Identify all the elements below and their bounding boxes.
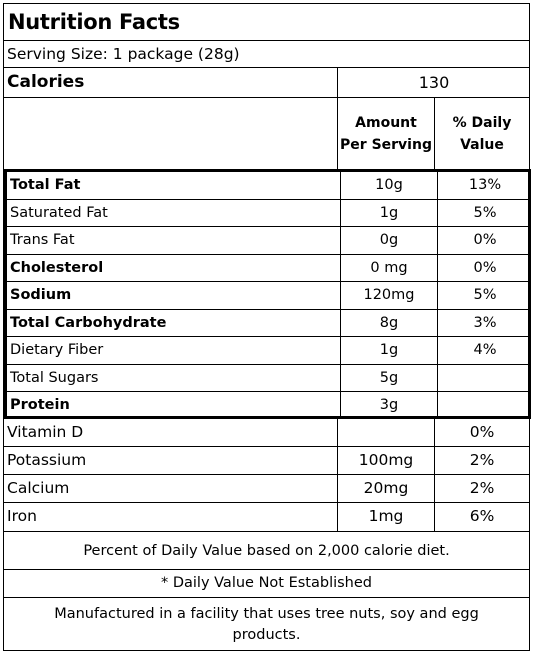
nutrient-amount: 3g — [340, 392, 437, 416]
nutrient-box — [4, 169, 531, 419]
vitamin-amount — [337, 419, 434, 446]
nutrient-dv: 4% — [437, 337, 532, 364]
header-blank-cell — [4, 98, 337, 169]
nutrient-row — [7, 172, 528, 200]
nutrient-name: Protein — [10, 397, 70, 413]
vitamin-name: Calcium — [7, 479, 70, 497]
vitamin-amount: 20mg — [337, 475, 434, 502]
nutrient-dv: 5% — [437, 282, 532, 309]
vitamin-name: Iron — [7, 507, 37, 525]
nutrient-amount: 1g — [340, 200, 437, 227]
label-title: Nutrition Facts — [4, 4, 529, 41]
vitamin-row — [4, 475, 529, 503]
nutrient-amount: 1g — [340, 337, 437, 364]
vitamin-dv: 0% — [434, 419, 529, 446]
vitamin-name: Potassium — [7, 451, 87, 469]
vitamin-dv: 6% — [434, 503, 529, 531]
nutrient-amount: 0g — [340, 227, 437, 254]
allergen-line-1: Manufactured in a facility that uses tree nuts, soy and egg — [54, 606, 479, 622]
nutrient-dv: 0% — [437, 227, 532, 254]
daily-value-footnote: Percent of Daily Value based on 2,000 calorie diet. — [4, 531, 529, 569]
nutrient-dv — [437, 392, 532, 416]
allergen-line-2: products. — [232, 627, 301, 643]
vitamin-row — [4, 503, 529, 531]
dv-header-line2: Value — [460, 136, 504, 153]
allergen-statement — [4, 597, 529, 650]
nutrient-amount: 8g — [340, 310, 437, 337]
nutrient-name: Total Carbohydrate — [10, 314, 167, 331]
nutrient-row — [7, 227, 528, 255]
nutrient-name: Cholesterol — [10, 259, 104, 276]
nutrient-dv: 13% — [437, 172, 532, 199]
nutrient-dv: 3% — [437, 310, 532, 337]
nutrient-amount: 5g — [340, 365, 437, 392]
nutrient-amount: 120mg — [340, 282, 437, 309]
nutrient-dv: 5% — [437, 200, 532, 227]
nutrient-name: Total Sugars — [10, 369, 99, 386]
calories-row — [4, 68, 529, 98]
nutrient-row — [7, 255, 528, 283]
nutrient-name: Trans Fat — [10, 232, 75, 248]
vitamin-row — [4, 447, 529, 475]
vitamin-amount: 1mg — [337, 503, 434, 531]
column-header-row — [4, 98, 529, 169]
not-established-footnote: * Daily Value Not Established — [4, 569, 529, 597]
nutrient-row — [7, 200, 528, 228]
vitamin-row — [4, 419, 529, 447]
amount-per-serving-header — [337, 98, 434, 169]
vitamin-dv: 2% — [434, 475, 529, 502]
vitamin-name: Vitamin D — [7, 423, 84, 441]
nutrient-row — [7, 392, 528, 416]
nutrient-name: Total Fat — [10, 177, 81, 193]
nutrient-row — [7, 337, 528, 365]
vitamin-amount: 100mg — [337, 447, 434, 474]
calories-label: Calories — [7, 72, 85, 92]
amount-header-line2: Per Serving — [340, 136, 432, 153]
nutrient-row — [7, 310, 528, 338]
daily-value-header — [434, 98, 529, 169]
serving-size: Serving Size: 1 package (28g) — [4, 41, 529, 68]
nutrient-name: Sodium — [10, 287, 72, 303]
amount-header-line1: Amount — [355, 114, 417, 131]
nutrient-name: Saturated Fat — [10, 204, 108, 221]
nutrient-row — [7, 282, 528, 310]
dv-header-line1: % Daily — [452, 114, 512, 131]
nutrition-facts-label — [3, 3, 530, 651]
nutrient-row — [7, 365, 528, 393]
calories-value: 130 — [337, 68, 530, 97]
nutrient-dv: 0% — [437, 255, 532, 282]
nutrient-amount: 0 mg — [340, 255, 437, 282]
nutrient-dv — [437, 365, 532, 392]
nutrient-amount: 10g — [340, 172, 437, 199]
nutrient-name: Dietary Fiber — [10, 342, 104, 358]
vitamin-dv: 2% — [434, 447, 529, 474]
